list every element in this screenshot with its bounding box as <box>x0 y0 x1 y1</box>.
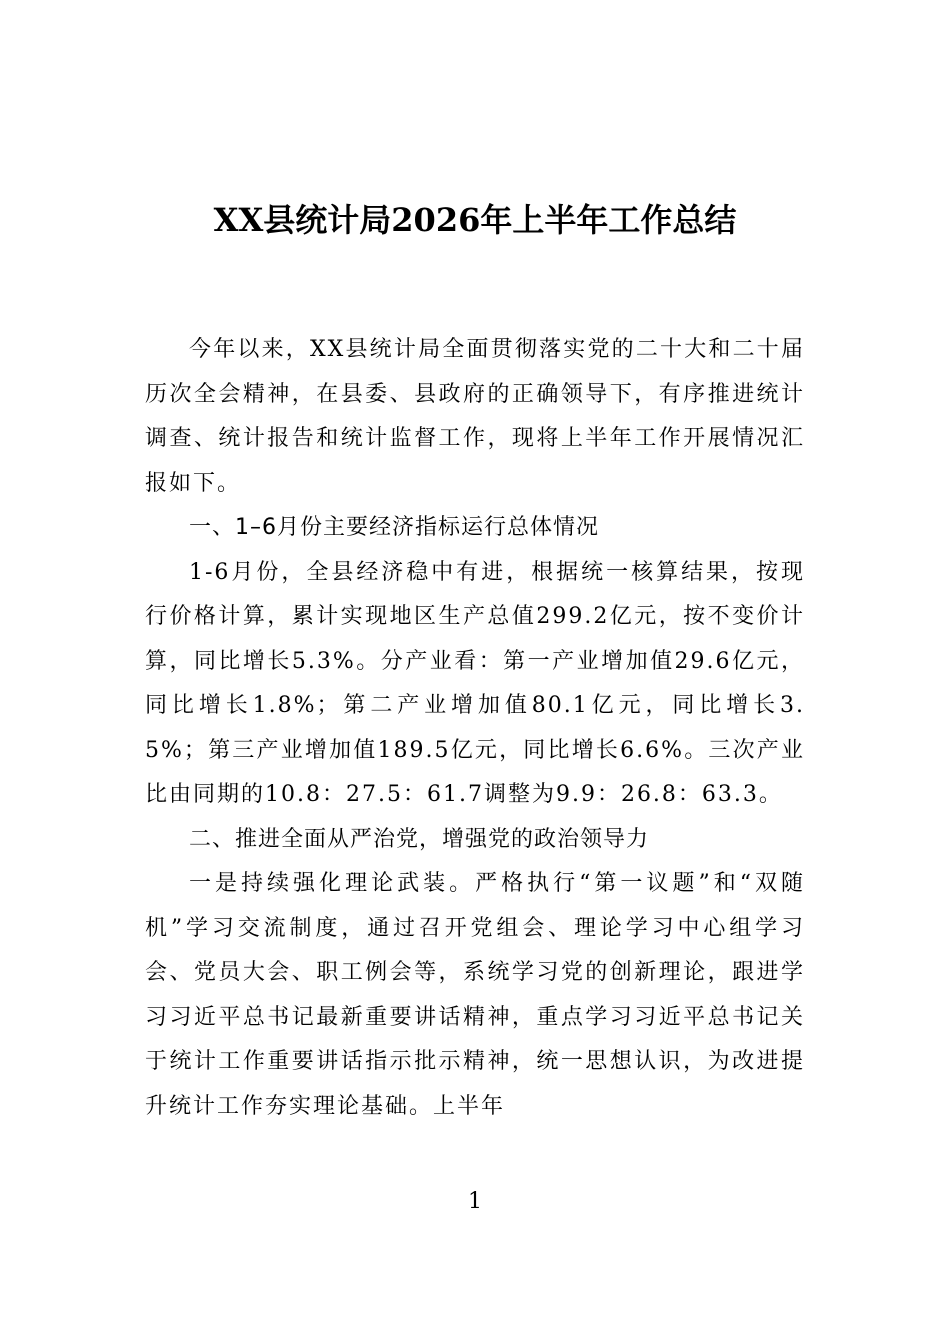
section-1-heading: 一、1–6月份主要经济指标运行总体情况 <box>189 515 599 540</box>
section-2-heading: 二、推进全面从严治党，增强党的政治领导力 <box>189 826 650 852</box>
document-body <box>145 328 805 1129</box>
intro-paragraph: 今年以来，XX县统计局全面贯彻落实党的二十大和二十届历次全会精神，在县委、县政府的正确领导下，有序推进统计调查、统计报告和统计监督工作，现将上半年工作开展情况汇报如下。 <box>145 337 805 496</box>
section-2-paragraph: 一是持续强化理论武装。严格执行“第一议题”和“双随机”学习交流制度，通过召开党组会、理论学习中心组学习会、党员大会、职工例会等，系统学习党的创新理论，跟进学习习近平总书记最新重要讲话精神，重点学习习近平总书记关于统计工作重要讲话指示批示精神，统一思想认识，为改进提升统计工作夯实理论基础。上半年 <box>145 871 805 1119</box>
document-title: XX县统计局2026年上半年工作总结 <box>213 201 737 239</box>
page-number: 1 <box>468 1189 482 1214</box>
section-1-paragraph: 1-6月份，全县经济稳中有进，根据统一核算结果，按现行价格计算，累计实现地区生产总值299.2亿元，按不变价计算，同比增长5.3%。分产业看：第一产业增加值29.6亿元，同比增长1.8%；第二产业增加值80.1亿元，同比增长3.5%；第三产业增加值189.5亿元，同比增长6.6%。三次产业比由同期的10.8：27.5：61.7调整为9.9：26.8：63.3。 <box>145 559 805 807</box>
